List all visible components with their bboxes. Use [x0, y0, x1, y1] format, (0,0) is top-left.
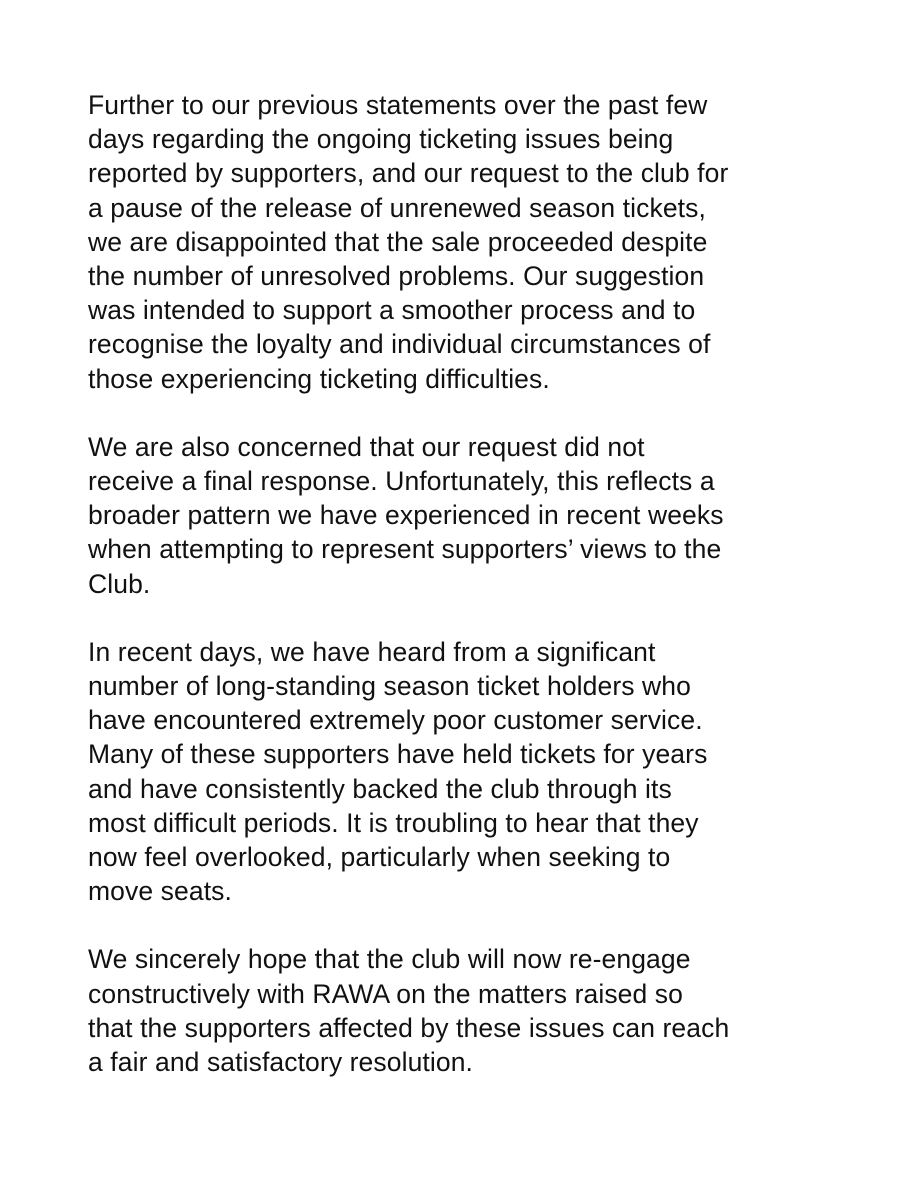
text-line: have encountered extremely poor customer service. — [88, 705, 703, 736]
text-line: we are disappointed that the sale proceeded despite — [88, 226, 708, 257]
text-line: Many of these supporters have held tickets for years — [88, 739, 708, 770]
text-line: now feel overlooked, particularly when seeking to — [88, 842, 671, 873]
text-line: the number of unresolved problems. Our suggestion — [88, 261, 705, 292]
paragraph-customer-service — [88, 635, 848, 909]
text-line: We sincerely hope that the club will now re-engage — [88, 944, 691, 975]
paragraph-re-engage — [88, 942, 848, 1079]
paragraph-no-response — [88, 430, 848, 601]
text-line: a pause of the release of unrenewed season tickets, — [88, 192, 706, 223]
text-line: We are also concerned that our request did not — [88, 431, 645, 462]
text-line: and have consistently backed the club through its — [88, 773, 672, 804]
text-line: Club. — [88, 568, 151, 599]
text-line: number of long-standing season ticket holders who — [88, 671, 691, 702]
text-line: reported by supporters, and our request to the club for — [88, 158, 729, 189]
text-line: recognise the loyalty and individual circumstances of — [88, 329, 711, 360]
text-line: Further to our previous statements over the past few — [88, 90, 708, 120]
paragraph-ticketing-issues — [88, 88, 848, 396]
text-line: receive a final response. Unfortunately, this reflects a — [88, 466, 715, 497]
text-line: that the supporters affected by these issues can reach — [88, 1012, 730, 1043]
text-line: was intended to support a smoother process and to — [88, 295, 696, 326]
text-line: most difficult periods. It is troubling to hear that they — [88, 807, 699, 838]
text-line: broader pattern we have experienced in recent weeks — [88, 500, 724, 531]
text-line: move seats. — [88, 876, 232, 907]
statement-document — [88, 88, 848, 1079]
text-line: a fair and satisfactory resolution. — [88, 1047, 473, 1078]
text-line: when attempting to represent supporters’ views to the — [88, 534, 722, 565]
text-line: days regarding the ongoing ticketing issues being — [88, 124, 674, 155]
text-line: In recent days, we have heard from a significant — [88, 636, 656, 667]
text-line: those experiencing ticketing difficulties. — [88, 363, 550, 394]
text-line: constructively with RAWA on the matters raised so — [88, 978, 683, 1009]
